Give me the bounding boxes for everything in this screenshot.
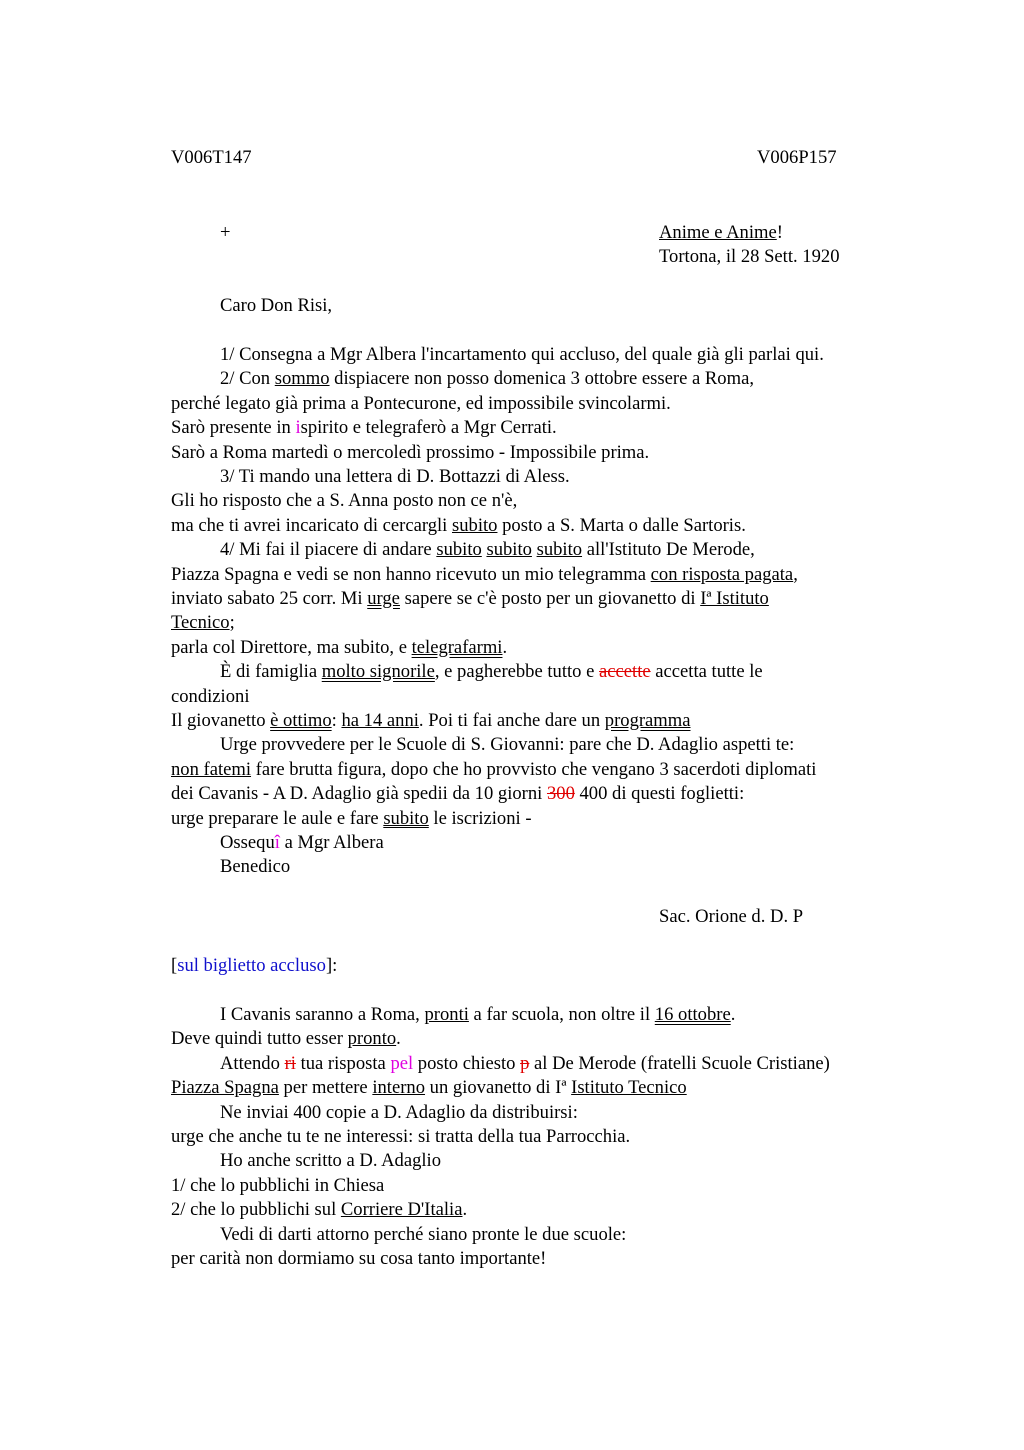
- text-segment: i: [295, 417, 301, 439]
- struck-text: p: [520, 1052, 530, 1074]
- note-line: [171, 1076, 687, 1100]
- text-segment: pel: [390, 1052, 414, 1074]
- underlined-text: subito: [436, 539, 482, 561]
- underlined-text: Iª Istituto: [700, 588, 769, 609]
- note-label-open: [: [171, 955, 178, 976]
- note-label-close: ]:: [325, 955, 338, 976]
- underlined-text: Corriere D'Italia: [340, 1199, 463, 1221]
- note-line: [220, 1149, 441, 1173]
- letter-line: [171, 416, 557, 440]
- letter-line: [171, 611, 235, 635]
- underlined-text: Istituto Tecnico: [571, 1077, 687, 1099]
- text-segment: per carità non dormiamo su cosa tanto importante!: [171, 1248, 547, 1269]
- text-segment: Ossequ: [220, 832, 275, 853]
- motto-text: Anime e Anime: [659, 222, 777, 243]
- letter-line: [220, 660, 763, 684]
- underlined-text: subito: [383, 807, 429, 829]
- text-segment: all'Istituto De Merode,: [582, 539, 755, 561]
- note-line: [220, 1052, 830, 1076]
- underlined-text: telegrafarmi: [411, 636, 503, 658]
- letter-line: [171, 514, 746, 538]
- text-segment: Vedi di darti attorno perché siano pronte le due scuole:: [220, 1223, 627, 1245]
- text-segment: ;: [229, 612, 235, 634]
- text-segment: 1/ che lo pubblichi in Chiesa: [171, 1174, 385, 1196]
- salutation: Caro Don Risi,: [220, 295, 333, 316]
- text-segment: urge che anche tu te ne interessi: si tratta della tua Parrocchia.: [171, 1126, 631, 1147]
- underlined-text: 16 ottobre: [654, 1004, 731, 1025]
- text-segment: Urge provvedere per le Scuole di S. Giovanni: pare che D. Adaglio aspetti te:: [220, 734, 795, 756]
- text-segment: .: [502, 636, 508, 658]
- letter-line: [171, 489, 517, 513]
- text-segment: accetta tutte le: [650, 661, 763, 683]
- underlined-text: interno: [372, 1077, 426, 1099]
- text-segment: È di famiglia: [220, 661, 322, 683]
- text-segment: condizioni: [171, 685, 250, 707]
- text-segment: .: [730, 1004, 736, 1025]
- underlined-text: con risposta pagata: [650, 563, 794, 585]
- underlined-text: sommo: [274, 368, 330, 390]
- text-segment: posto chiesto: [413, 1052, 521, 1074]
- place-date: Tortona, il 28 Sett. 1920: [659, 246, 840, 267]
- text-segment: 3/ Ti mando una lettera di D. Bottazzi di Aless.: [220, 466, 570, 487]
- motto: [659, 221, 783, 245]
- underlined-text: Piazza Spagna: [171, 1077, 279, 1099]
- letter-line: [171, 587, 769, 611]
- cross-mark: +: [220, 222, 231, 243]
- text-segment: ma che ti avrei incaricato di cercargli: [171, 514, 452, 536]
- underlined-text: ha 14 anni: [341, 710, 419, 731]
- letter-line: [220, 465, 570, 489]
- underlined-text: subito: [536, 539, 583, 561]
- text-segment: Ho anche scritto a D. Adaglio: [220, 1150, 442, 1172]
- text-segment: parla col Direttore, ma subito, e: [171, 636, 412, 658]
- letter-line: [171, 392, 671, 416]
- text-segment: 1/ Consegna a Mgr Albera l'incartamento qui accluso, del quale già gli parlai qui.: [220, 344, 824, 365]
- text-segment: .: [396, 1028, 401, 1050]
- note-line: [220, 1003, 735, 1027]
- underlined-text: pronto: [347, 1028, 397, 1050]
- text-segment: Il giovanetto: [171, 710, 271, 731]
- note-line: [171, 1125, 630, 1149]
- letter-line: [220, 343, 824, 367]
- text-segment: î: [274, 832, 280, 853]
- text-segment: a Mgr Albera: [279, 832, 384, 853]
- note-line: [171, 1174, 384, 1198]
- text-segment: posto a S. Marta o dalle Sartoris.: [497, 514, 746, 536]
- text-segment: Sarò a Roma martedì o mercoledì prossimo - Impossibile prima.: [171, 441, 650, 463]
- underlined-text: subito: [452, 514, 498, 536]
- text-segment: un giovanetto di Iª: [425, 1077, 572, 1099]
- note-line: [171, 1247, 546, 1271]
- text-segment: 2/ Con: [220, 368, 275, 390]
- text-segment: al De Merode (fratelli Scuole Cristiane): [529, 1052, 830, 1074]
- signature: Sac. Orione d. D. P: [659, 906, 804, 927]
- letter-line: [171, 807, 532, 831]
- text-segment: Piazza Spagna e vedi se non hanno ricevuto un mio telegramma: [171, 563, 651, 585]
- underlined-text: pronti: [424, 1004, 469, 1025]
- text-segment: per mettere: [278, 1077, 373, 1099]
- note-label-text: sul biglietto accluso: [177, 955, 326, 976]
- text-segment: 2/ che lo pubblichi sul: [171, 1199, 341, 1221]
- text-segment: perché legato già prima a Pontecurone, ed impossibile svincolarmi.: [171, 392, 671, 414]
- text-segment: 4/ Mi fai il piacere di andare: [220, 539, 437, 561]
- text-segment: tua risposta: [295, 1052, 391, 1074]
- letter-line: [171, 441, 649, 465]
- letter-line: [220, 831, 384, 855]
- text-segment: :: [331, 710, 342, 731]
- letter-line: [171, 782, 744, 806]
- underlined-text: non fatemi: [171, 758, 252, 780]
- text-segment: , e pagherebbe tutto e: [434, 661, 600, 683]
- struck-text: ri: [284, 1052, 296, 1074]
- header-left-code: V006T147: [171, 147, 252, 168]
- letter-line: [171, 758, 816, 782]
- letter-line: [220, 538, 755, 562]
- text-segment: inviato sabato 25 corr. Mi: [171, 588, 368, 609]
- text-segment: dei Cavanis - A D. Adaglio già spedii da 10 giorni: [171, 783, 547, 805]
- text-segment: dispiacere non posso domenica 3 ottobre essere a Roma,: [329, 368, 754, 390]
- struck-text: accette: [599, 661, 651, 683]
- letter-line: [171, 685, 250, 709]
- struck-text: 300: [546, 783, 575, 805]
- text-segment: a far scuola, non oltre il: [468, 1004, 655, 1025]
- text-segment: Benedico: [220, 856, 291, 878]
- letter-line: [171, 563, 798, 587]
- letter-line: [171, 709, 691, 733]
- note-line: [171, 1027, 401, 1051]
- text-segment: I Cavanis saranno a Roma,: [220, 1004, 425, 1025]
- letter-line: [220, 733, 794, 757]
- letter-line: [171, 636, 507, 660]
- text-segment: fare brutta figura, dopo che ho provvisto che vengano 3 sacerdoti diplomati: [251, 758, 817, 780]
- text-segment: .: [462, 1199, 468, 1221]
- text-segment: sapere se c'è posto per un giovanetto di: [399, 588, 701, 609]
- underlined-text: molto signorile: [321, 661, 435, 683]
- motto-punct: !: [776, 222, 783, 243]
- text-segment: Ne inviai 400 copie a D. Adaglio da distribuirsi:: [220, 1101, 578, 1123]
- note-label: [171, 954, 337, 978]
- underlined-text: urge: [367, 588, 400, 609]
- underlined-text: Tecnico: [171, 612, 230, 634]
- underlined-text: è ottimo: [270, 710, 332, 731]
- note-line: [220, 1101, 578, 1125]
- letter-line: [220, 855, 290, 879]
- underlined-text: subito: [486, 539, 532, 561]
- header-right-code: V006P157: [757, 147, 837, 168]
- text-segment: . Poi ti fai anche dare un: [418, 710, 605, 731]
- text-segment: Sarò presente in: [171, 417, 296, 439]
- text-segment: Gli ho risposto che a S. Anna posto non ce n'è,: [171, 490, 518, 512]
- text-segment: spirito e telegraferò a Mgr Cerrati.: [300, 417, 557, 439]
- letter-line: [220, 367, 754, 391]
- note-line: [220, 1223, 626, 1247]
- underlined-text: programma: [604, 710, 691, 731]
- text-segment: Attendo: [220, 1052, 285, 1074]
- text-segment: 400 di questi foglietti:: [574, 783, 745, 805]
- text-segment: urge preparare le aule e fare: [171, 807, 384, 829]
- text-segment: le iscrizioni -: [428, 807, 532, 829]
- note-line: [171, 1198, 467, 1222]
- text-segment: Deve quindi tutto esser: [171, 1028, 348, 1050]
- text-segment: ,: [793, 563, 798, 585]
